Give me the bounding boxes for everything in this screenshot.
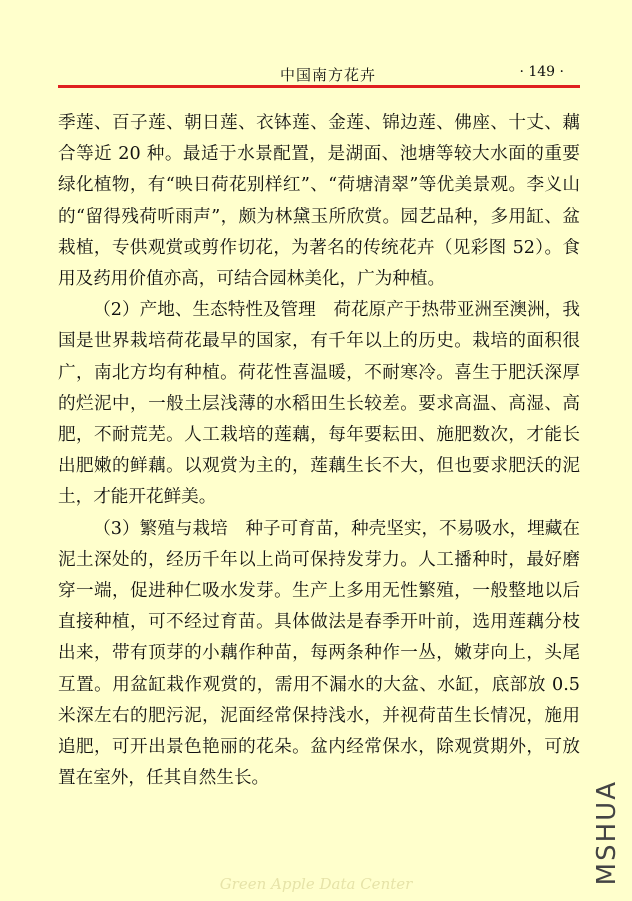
side-watermark: MSHUA: [592, 779, 622, 885]
running-header-title: 中国南方花卉: [280, 66, 377, 84]
paragraph-propagation: （3）繁殖与栽培 种子可育苗，种壳坚实，不易吸水，埋藏在泥土深处的，经历千年以上尚可保持发芽力。人工播种时，最好磨穿一端，促进种仁吸水发芽。生产上多用无性繁殖，一般整地以后直接种植，可不经过育苗。具体做法是春季开叶前，选用莲藕分枝出来，带有顶芽的小藕作种苗，每两条种作一丛，嫩芽向上，头尾互置。用盆缸栽作观赏的，需用不漏水的大盆、水缸，底部放 0.5 米深左右的肥污泥，泥面经常保持浅水，并视荷苗生长情况，施用追肥，可开出景色艳丽的花朵。盆内经常保水，除观赏期外，可放置在室外，任其自然生长。: [58, 518, 580, 789]
running-header: [58, 64, 580, 86]
header-divider: [58, 85, 580, 88]
paragraph-origin-ecology: （2）产地、生态特性及管理 荷花原产于热带亚洲至澳洲，我国是世界栽培荷花最早的国家，有千年以上的历史。栽培的面积很广，南北方均有种植。荷花性喜温暖，不耐寒冷。喜生于肥沃深厚的烂泥中，一般土层浅薄的水稻田生长较差。要求高温、高湿、高肥，不耐荒芜。人工栽培的莲藕，每年要耘田、施肥数次，才能长出肥嫩的鲜藕。以观赏为主的，莲藕生长不大，但也要求肥沃的泥土，才能开花鲜美。: [58, 300, 580, 508]
paragraph-continued: 季莲、百子莲、朝日莲、衣钵莲、金莲、锦边莲、佛座、十丈、藕合等近 20 种。最适于水景配置，是湖面、池塘等较大水面的重要绿化植物，有“映日荷花别样红”、“荷塘清翠”等优美景观。李义山的“留得残荷听雨声”，颇为林黛玉所欣赏。园艺品种，多用缸、盆栽植，专供观赏或剪作切花，为著名的传统花卉（见彩图 52）。食用及药用价值亦高，可结合园林美化，广为种植。: [58, 113, 580, 290]
footer-watermark: Green Apple Data Center: [219, 875, 413, 893]
body-text: [58, 108, 580, 794]
page-number: · 149 ·: [519, 64, 564, 80]
